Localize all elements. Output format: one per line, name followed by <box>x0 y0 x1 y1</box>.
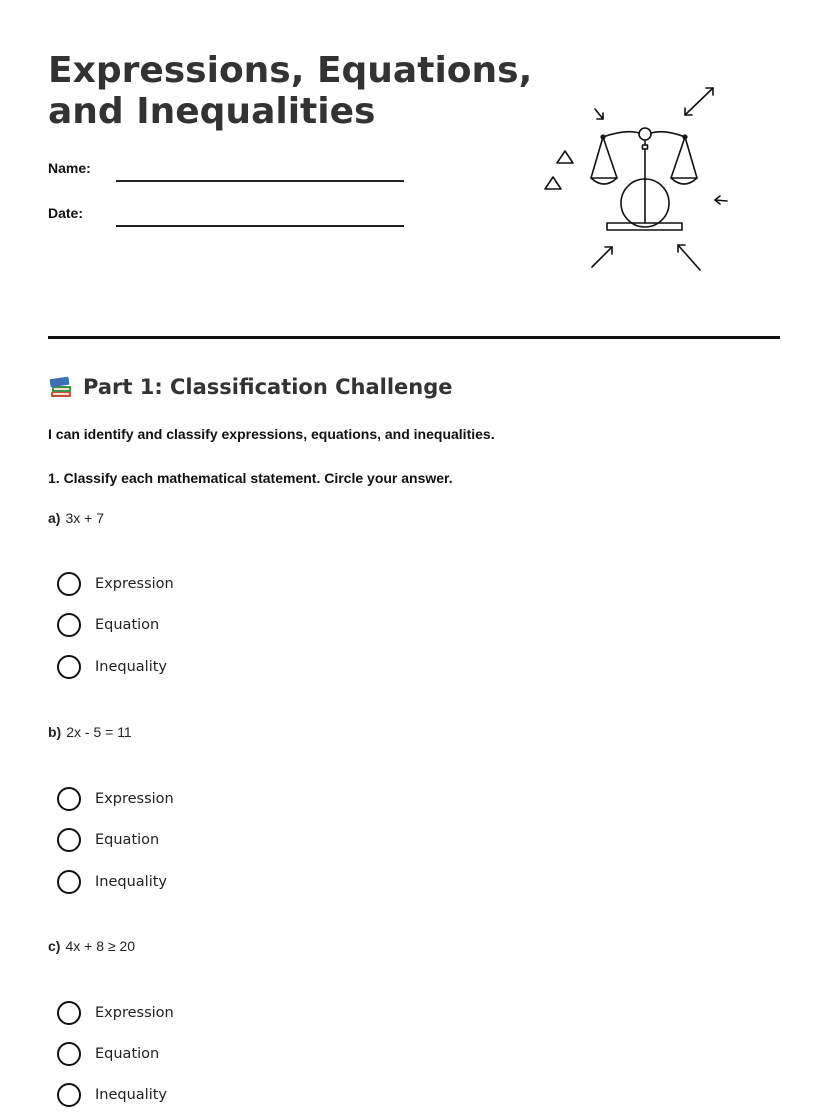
item-a-option-expression[interactable] <box>57 571 174 597</box>
item-c-label <box>48 938 135 954</box>
item-a-option-inequality[interactable] <box>57 654 167 680</box>
item-b-option-equation[interactable] <box>57 827 159 853</box>
option-label: Expression <box>95 1005 174 1021</box>
question-1-prompt: 1. Classify each mathematical statement. Circle your answer. <box>48 470 453 486</box>
option-label: Expression <box>95 791 174 807</box>
books-icon <box>48 374 74 400</box>
radio-circle[interactable] <box>57 655 81 679</box>
balance-scale-icon <box>535 75 735 280</box>
option-label: Inequality <box>95 1087 167 1103</box>
option-label: Equation <box>95 1046 160 1062</box>
item-letter: c) <box>48 938 61 954</box>
item-b-label <box>48 724 132 740</box>
option-label: Equation <box>95 832 160 848</box>
name-field[interactable] <box>116 180 404 182</box>
radio-circle[interactable] <box>57 828 81 852</box>
item-statement: 3x + 7 <box>65 510 104 526</box>
radio-circle[interactable] <box>57 1083 81 1107</box>
item-statement: 2x - 5 = 11 <box>66 724 132 740</box>
radio-circle[interactable] <box>57 613 81 637</box>
part1-title-text: Part 1: Classification Challenge <box>83 375 453 399</box>
item-b-option-inequality[interactable] <box>57 869 167 895</box>
radio-circle[interactable] <box>57 787 81 811</box>
radio-circle[interactable] <box>57 572 81 596</box>
item-a-label <box>48 510 104 526</box>
worksheet-title <box>48 50 533 132</box>
item-b-option-expression[interactable] <box>57 786 174 812</box>
option-label: Equation <box>95 617 160 633</box>
item-c-option-inequality[interactable] <box>57 1082 167 1108</box>
date-field[interactable] <box>116 225 404 227</box>
radio-circle[interactable] <box>57 1001 81 1025</box>
learning-objective: I can identify and classify expressions, equations, and inequalities. <box>48 426 495 442</box>
item-a-option-equation[interactable] <box>57 612 159 638</box>
option-label: Inequality <box>95 659 167 675</box>
item-c-option-expression[interactable] <box>57 1000 174 1026</box>
item-c-option-equation[interactable] <box>57 1041 159 1067</box>
item-statement: 4x + 8 ≥ 20 <box>65 938 136 954</box>
radio-circle[interactable] <box>57 870 81 894</box>
name-label: Name: <box>48 160 91 176</box>
title-line-2: and Inequalities <box>48 91 376 132</box>
item-letter: b) <box>48 724 62 740</box>
date-label: Date: <box>48 205 84 221</box>
option-label: Expression <box>95 576 174 592</box>
part1-title <box>48 374 453 400</box>
option-label: Inequality <box>95 874 167 890</box>
section-divider <box>48 336 780 339</box>
item-letter: a) <box>48 510 61 526</box>
title-line-1: Expressions, Equations, <box>48 50 533 91</box>
radio-circle[interactable] <box>57 1042 81 1066</box>
